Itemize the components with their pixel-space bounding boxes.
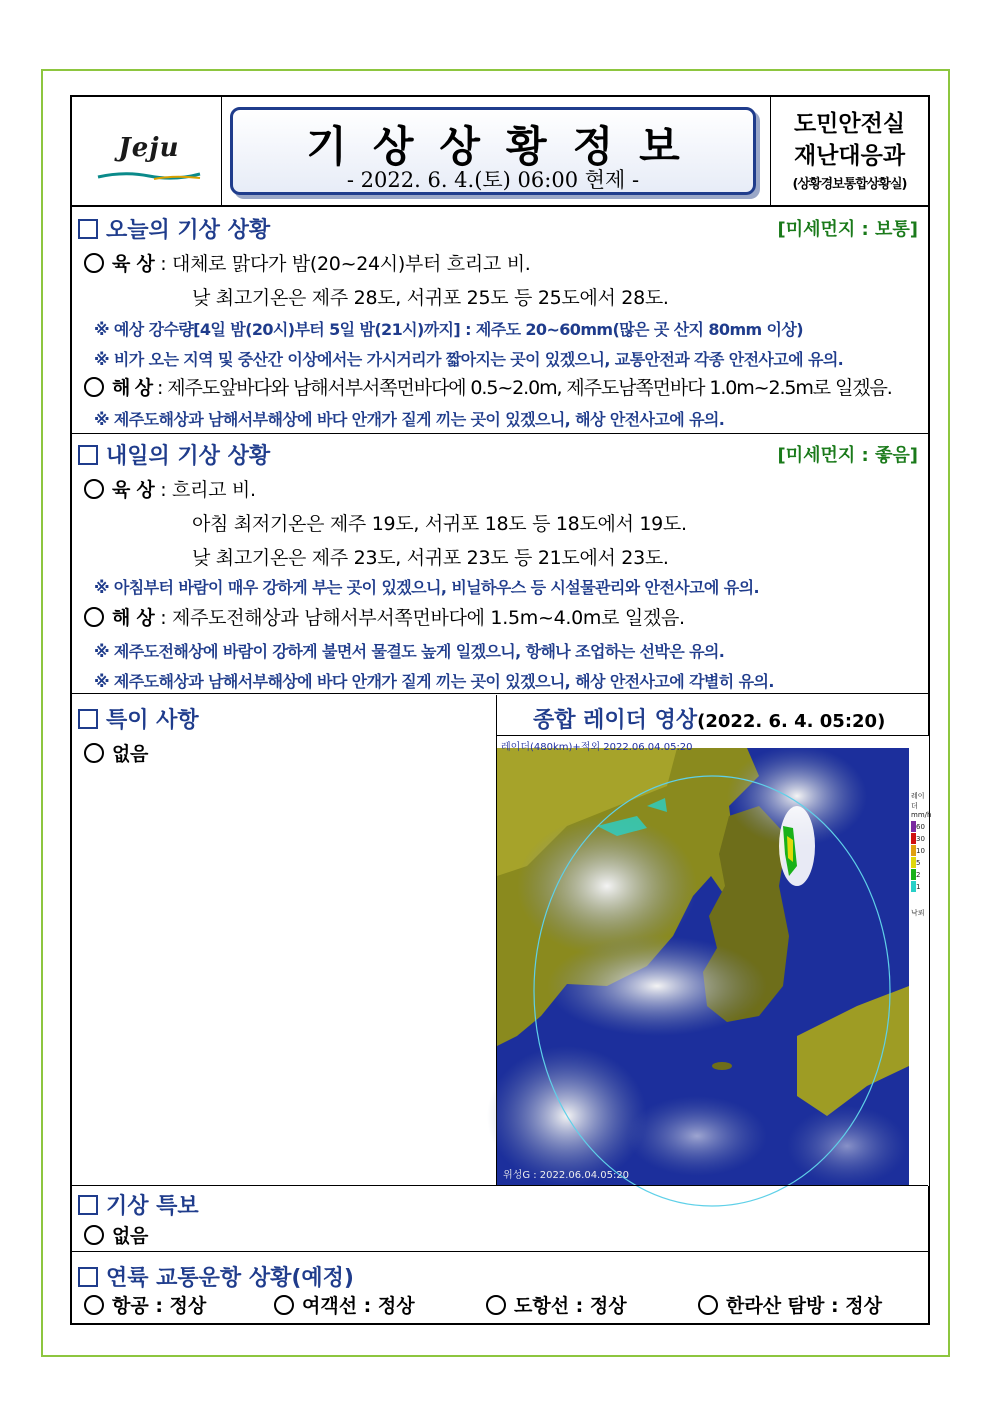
tomorrow-sea-line1 [84,603,685,630]
checkbox-square-icon [78,1267,98,1287]
legend-entry [911,857,929,868]
legend-unit: mm/h [911,811,932,819]
legend-value: 5 [916,858,921,867]
today-land-text1: : 대체로 맑다가 밤(20~24시)부터 흐리고 비. [160,253,531,275]
legend-scale [911,821,929,892]
circle-bullet-icon [84,607,104,627]
circle-bullet-icon [84,1225,104,1245]
transport-island-ferry [486,1291,627,1318]
today-title-text: 오늘의 기상 상황 [106,218,271,243]
radar-legend [911,791,932,951]
tomorrow-sea-label: 해 상 [112,607,155,629]
transport-title [78,1261,354,1292]
today-dust-level: [미세먼지 : 보통] [777,219,918,240]
transport-air-text: 항공 : 정상 [112,1295,207,1317]
special-title [78,703,199,734]
tomorrow-land-line3: 낮 최고기온은 제주 23도, 서귀포 23도 등 21도에서 23도. [192,547,669,569]
circle-bullet-icon [84,253,104,273]
tomorrow-wave-note: ※ 제주도전해상에 바람이 강하게 불면서 물결도 높게 일겠으니, 항해나 조업하는 선박은 유의. [94,642,725,661]
legend-value: 30 [916,834,925,843]
tomorrow-land-label: 육 상 [112,479,155,501]
today-fog-note: ※ 제주도해상과 남해서부해상에 바다 안개가 짙게 끼는 곳이 있겠으니, 해상 안전사고에 유의. [94,410,725,429]
today-rain-note: ※ 예상 강수량[4일 밤(20시)부터 5일 밤(21시)까지] : 제주도 20~60mm(많은 곳 산지 80mm 이상) [94,320,803,339]
transport-title-text: 연륙 교통운항 상황(예정) [106,1266,354,1291]
today-land-label: 육 상 [112,253,155,275]
legend-entry [911,845,929,856]
transport-hallasan [698,1291,882,1318]
legend-entry [911,833,929,844]
transport-ferry-text: 여객선 : 정상 [302,1295,415,1317]
section-divider [72,1251,928,1252]
radar-title-text: 종합 레이더 영상 [533,708,698,733]
tomorrow-land-line2: 아침 최저기온은 제주 19도, 서귀포 18도 등 18도에서 19도. [192,513,687,535]
circle-bullet-icon [84,377,104,397]
radar-caption: 레이더(480km)+적외 2022.06.04.05:20 [501,742,693,753]
special-item-text: 없음 [112,743,149,765]
warning-title-text: 기상 특보 [106,1194,199,1219]
circle-bullet-icon [698,1295,718,1315]
today-sea-label: 해 상 [112,377,153,399]
radar-datetime: (2022. 6. 4. 05:20) [697,711,886,732]
legend-entry [911,821,929,832]
today-section [72,209,928,433]
transport-air [84,1291,206,1318]
today-land-line2: 낮 최고기온은 제주 28도, 서귀포 25도 등 25도에서 28도. [192,287,669,309]
office-name: (상황경보통합상황실) [792,177,907,192]
title-banner [230,107,756,195]
legend-entry [911,881,929,892]
legend-entry [911,869,929,880]
page-title: 기상상황정보 [306,122,706,171]
tomorrow-land-line1 [84,475,256,502]
warning-item [84,1221,148,1248]
report-header [72,97,928,207]
jeju-logo: Jeju [118,133,180,163]
logo-cell [72,97,222,205]
tomorrow-sea-text1: : 제주도전해상과 남해서부서쪽먼바다에 1.5m~4.0m로 일겠음. [160,607,685,629]
legend-lightning: 낙뢰 [911,909,925,917]
warning-section [72,1187,928,1251]
checkbox-square-icon [78,1195,98,1215]
radar-column [496,695,932,1185]
radar-map-icon [497,736,932,1186]
circle-bullet-icon [486,1295,506,1315]
transport-section [72,1253,928,1323]
weather-report-document [70,95,930,1325]
checkbox-square-icon [78,709,98,729]
warning-title [78,1189,199,1220]
tomorrow-title-text: 내일의 기상 상황 [106,444,271,469]
transport-ferry [274,1291,415,1318]
tomorrow-land-text1: : 흐리고 비. [160,479,256,501]
section-divider [72,1185,928,1186]
today-sea-text1: : 제주도앞바다와 남해서부서쪽먼바다에 0.5~2.0m, 제주도남쪽먼바다 1.0m~2.5m로 일겠음. [156,377,892,399]
legend-value: 2 [916,870,921,879]
special-item [84,739,148,766]
department-name: 도민안전실 [793,111,906,137]
legend-value: 10 [916,846,925,855]
legend-value: 60 [916,822,925,831]
division-name: 재난대응과 [793,143,906,169]
transport-island-ferry-text: 도항선 : 정상 [514,1295,627,1317]
jeju-logo-swoosh-icon [94,169,204,183]
department-cell [770,97,928,205]
special-radar-section [72,695,932,1185]
legend-title: 레이더 [911,792,925,810]
today-title [78,213,270,244]
transport-hallasan-text: 한라산 탐방 : 정상 [726,1295,882,1317]
today-visibility-note: ※ 비가 오는 지역 및 중산간 이상에서는 가시거리가 짧아지는 곳이 있겠으니, 교통안전과 각종 안전사고에 유의. [94,350,844,369]
tomorrow-fog-note: ※ 제주도해상과 남해서부해상에 바다 안개가 짙게 끼는 곳이 있겠으니, 해상 안전사고에 각별히 유의. [94,672,774,691]
section-divider [72,693,928,694]
checkbox-square-icon [78,445,98,465]
radar-title [533,703,885,734]
tomorrow-title [78,439,270,470]
special-title-text: 특이 사항 [106,708,199,733]
tomorrow-dust-level: [미세먼지 : 좋음] [777,445,918,466]
radar-footer: 위성G : 2022.06.04.05:20 [503,1170,630,1181]
circle-bullet-icon [84,479,104,499]
legend-value: 1 [916,882,921,891]
radar-satellite-image [497,735,932,1185]
tomorrow-section [72,435,928,691]
today-sea-line1 [84,373,892,400]
circle-bullet-icon [84,1295,104,1315]
warning-item-text: 없음 [112,1225,149,1247]
section-divider [72,433,928,434]
circle-bullet-icon [84,743,104,763]
tomorrow-wind-note: ※ 아침부터 바람이 매우 강하게 부는 곳이 있겠으니, 비닐하우스 등 시설물관리와 안전사고에 유의. [94,578,759,597]
today-land-line1 [84,249,530,276]
checkbox-square-icon [78,219,98,239]
circle-bullet-icon [274,1295,294,1315]
report-datetime: - 2022. 6. 4.(토) 06:00 현제 - [346,168,640,192]
